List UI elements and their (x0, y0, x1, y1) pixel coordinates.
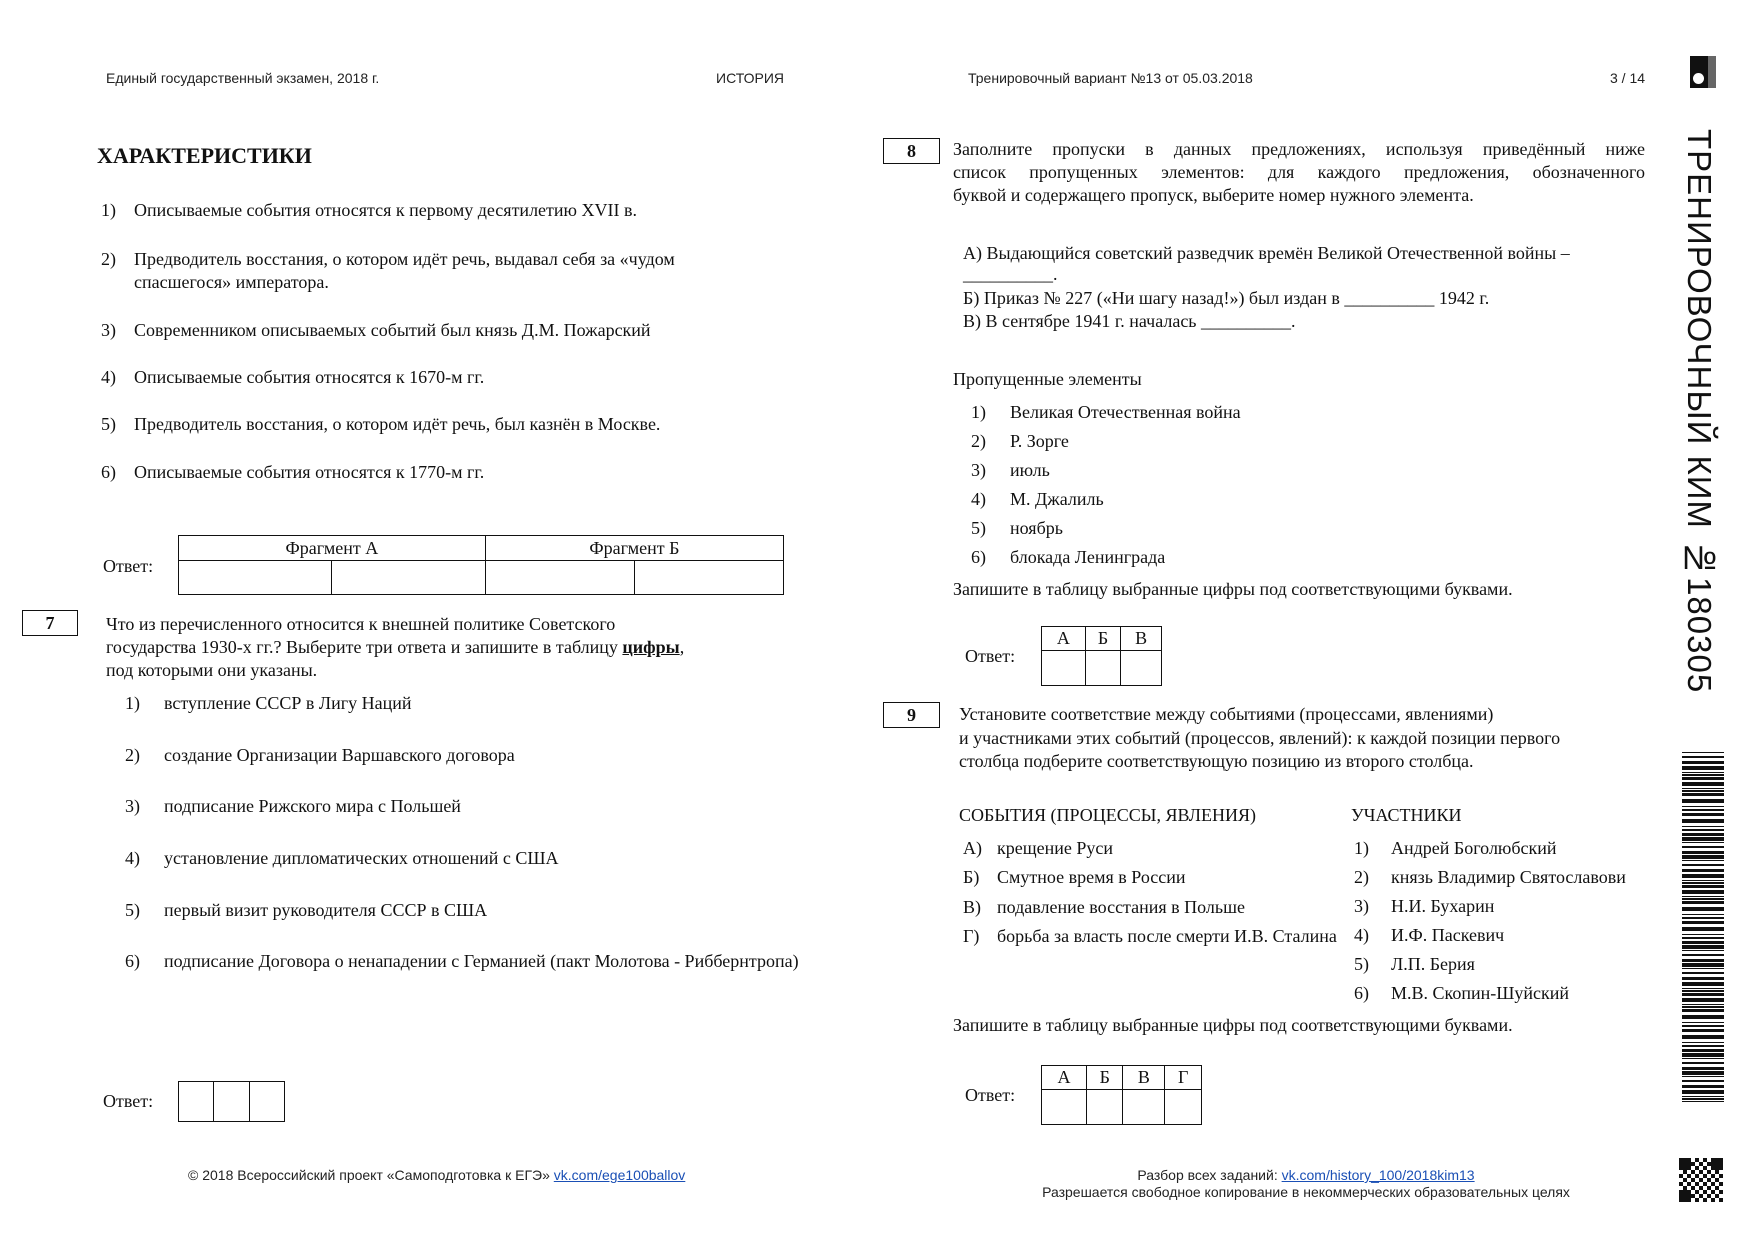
event-letter: В) (963, 896, 981, 917)
event-letter: Г) (963, 925, 980, 946)
list-number: 2) (101, 249, 116, 269)
column-header: А (1042, 1066, 1087, 1090)
list-number: 5) (101, 414, 116, 434)
characteristic-text: Предводитель восстания, о котором идёт речь, выдавал себя за «чудом (134, 249, 675, 269)
answer-cell[interactable] (634, 561, 783, 595)
answer-cell[interactable] (332, 561, 485, 595)
answer-cell[interactable] (1121, 651, 1162, 686)
participants-column-header: УЧАСТНИКИ (1351, 805, 1462, 825)
option-number: 1) (125, 693, 140, 713)
participant-text: Н.И. Бухарин (1391, 896, 1495, 916)
characteristic-text: Описываемые события относятся к первому десятилетию XVII в. (134, 200, 637, 220)
option-text: ноябрь (1010, 518, 1063, 538)
question-number-8: 8 (883, 138, 940, 164)
option-number: 6) (971, 547, 986, 567)
fragment-a-header: Фрагмент А (179, 536, 486, 561)
q9-text-line: столбца подберите соответствующую позицию из второго столбца. (959, 751, 1474, 771)
answer-label: Ответ: (103, 1091, 154, 1111)
answer-cell[interactable] (1165, 1090, 1202, 1125)
header-exam-title: Единый государственный экзамен, 2018 г. (106, 70, 380, 86)
answer-label: Ответ: (965, 1085, 1016, 1105)
characteristic-text: Предводитель восстания, о котором идёт речь, был казнён в Москве. (134, 414, 661, 434)
participant-text: Андрей Боголюбский (1391, 838, 1557, 858)
characteristic-text: Современником описываемых событий был князь Д.М. Пожарский (134, 320, 651, 340)
header-variant: Тренировочный вариант №13 от 05.03.2018 (968, 70, 1253, 86)
q7-text-line: Что из перечисленного относится к внешней политике Советского (106, 614, 616, 634)
answer-cell[interactable] (179, 1082, 214, 1122)
answer-cell[interactable] (1042, 1090, 1087, 1125)
q8-text-line: Заполните пропуски в данных предложениях, используя приведённый ниже (953, 139, 1645, 159)
characteristic-text: Описываемые события относятся к 1770-м гг. (134, 462, 485, 482)
q8-sentence-b: Б) Приказ № 227 («Ни шагу назад!») был издан в __________ 1942 г. (963, 288, 1490, 308)
participant-number: 1) (1354, 838, 1369, 858)
fragment-b-header: Фрагмент Б (485, 536, 783, 561)
fragments-answer-table (178, 535, 784, 595)
logo-icon (1690, 56, 1716, 88)
option-number: 5) (125, 900, 140, 920)
event-text: Смутное время в России (997, 867, 1186, 888)
question-number-7: 7 (22, 610, 78, 636)
q8-sentence-a-blank: __________. (963, 264, 1058, 284)
q7-text-line: под которыми они указаны. (106, 660, 318, 680)
footer-left: © 2018 Всероссийский проект «Самоподготовка к ЕГЭ» vk.com/ege100ballov (188, 1167, 686, 1183)
column-header: Г (1165, 1066, 1202, 1090)
question-number-9: 9 (883, 702, 940, 728)
answer-cell[interactable] (1123, 1090, 1165, 1125)
q7-text-line: государства 1930-х гг.? Выберите три ответа и запишите в таблицу цифры, (106, 637, 685, 657)
answer-label: Ответ: (965, 646, 1016, 666)
participant-text: И.Ф. Паскевич (1391, 925, 1505, 945)
option-number: 3) (971, 460, 986, 480)
qr-code-icon (1679, 1158, 1723, 1202)
answer-cell[interactable] (485, 561, 634, 595)
participant-number: 6) (1354, 983, 1369, 1003)
q8-text-line: буквой и содержащего пропуск, выберите номер нужного элемента. (953, 185, 1474, 205)
list-number: 1) (101, 200, 116, 220)
list-number: 6) (101, 462, 116, 482)
option-number: 4) (125, 848, 140, 868)
event-text: подавление восстания в Польше (997, 896, 1245, 917)
q8-sentence-a: А) Выдающийся советский разведчик времён Великой Отечественной войны – (963, 243, 1570, 263)
option-text: блокада Ленинграда (1010, 547, 1166, 567)
footer-right-line2: Разрешается свободное копирование в некоммерческих образовательных целях (1042, 1184, 1570, 1200)
option-text: Р. Зорге (1010, 431, 1069, 451)
q8-sentence-c: В) В сентябре 1941 г. началась __________. (963, 311, 1296, 331)
q9-instruction: Запишите в таблицу выбранные цифры под соответствующими буквами. (953, 1015, 1513, 1035)
answer-label: Ответ: (103, 556, 154, 576)
header-subject: ИСТОРИЯ (716, 70, 785, 86)
option-number: 5) (971, 518, 986, 538)
side-title: ТРЕНИРОВОЧНЫЙ КИМ №180305 (1681, 129, 1718, 694)
column-header: В (1121, 627, 1162, 651)
q9-text-line: и участниками этих событий (процессов, явлений): к каждой позиции первого (959, 728, 1561, 748)
answer-cell[interactable] (214, 1082, 249, 1122)
event-letter: А) (963, 838, 982, 858)
event-text: борьба за власть после смерти И.В. Сталина (997, 925, 1337, 946)
option-text: М. Джалиль (1010, 489, 1104, 509)
option-text: июль (1010, 460, 1050, 480)
option-text: Великая Отечественная война (1010, 402, 1241, 422)
option-number: 3) (125, 796, 140, 816)
events-column-header: СОБЫТИЯ (ПРОЦЕССЫ, ЯВЛЕНИЯ) (959, 805, 1256, 825)
option-number: 2) (971, 431, 986, 451)
footer-right-line1: Разбор всех заданий: vk.com/history_100/2018kim13 (1137, 1167, 1475, 1183)
characteristic-text: спасшегося» императора. (134, 272, 329, 292)
participant-number: 4) (1354, 925, 1369, 945)
characteristic-text: Описываемые события относятся к 1670-м гг. (134, 367, 485, 387)
option-text: установление дипломатических отношений с США (164, 848, 559, 868)
event-text: крещение Руси (997, 838, 1113, 858)
option-text: создание Организации Варшавского договора (164, 745, 515, 765)
participant-text: Л.П. Берия (1391, 954, 1475, 974)
column-header: Б (1085, 627, 1120, 651)
answer-cell[interactable] (179, 561, 332, 595)
answer-cell[interactable] (1042, 651, 1086, 686)
participant-text: князь Владимир Святославови (1391, 867, 1626, 887)
q9-text-line: Установите соответствие между событиями (процессами, явлениями) (959, 704, 1494, 724)
list-number: 4) (101, 367, 116, 387)
option-text: подписание Рижского мира с Польшей (164, 796, 461, 816)
q9-answer-table (1041, 1065, 1202, 1125)
answer-cell[interactable] (249, 1082, 284, 1122)
option-text: первый визит руководителя СССР в США (164, 900, 488, 920)
q8-list-title: Пропущенные элементы (953, 369, 1142, 389)
option-number: 4) (971, 489, 986, 509)
section-heading: ХАРАКТЕРИСТИКИ (97, 143, 312, 168)
option-text: вступление СССР в Лигу Наций (164, 693, 412, 713)
option-number: 6) (125, 951, 140, 971)
participant-number: 2) (1354, 867, 1369, 887)
q8-answer-table (1041, 626, 1162, 686)
participant-number: 5) (1354, 954, 1369, 974)
q7-answer-table (178, 1081, 285, 1122)
barcode-icon (1682, 752, 1724, 1102)
q7-emphasis: цифры (622, 637, 680, 657)
participant-number: 3) (1354, 896, 1369, 916)
column-header: А (1042, 627, 1086, 651)
participant-text: М.В. Скопин-Шуйский (1391, 983, 1570, 1003)
column-header: В (1123, 1066, 1165, 1090)
footer-link[interactable]: vk.com/ege100ballov (553, 1167, 686, 1183)
option-text: подписание Договора о ненападении с Германией (пакт Молотова - Риббернтропа) (164, 951, 799, 971)
answer-cell[interactable] (1085, 651, 1120, 686)
option-number: 2) (125, 745, 140, 765)
event-letter: Б) (963, 867, 980, 888)
list-number: 3) (101, 320, 116, 340)
q8-text-line: список пропущенных элементов: для каждого предложения, обозначенного (953, 162, 1645, 182)
option-number: 1) (971, 402, 986, 422)
footer-link[interactable]: vk.com/history_100/2018kim13 (1281, 1167, 1475, 1183)
q8-instruction: Запишите в таблицу выбранные цифры под соответствующими буквами. (953, 579, 1513, 599)
page-number: 3 / 14 (1610, 70, 1646, 86)
answer-cell[interactable] (1087, 1090, 1123, 1125)
column-header: Б (1087, 1066, 1123, 1090)
